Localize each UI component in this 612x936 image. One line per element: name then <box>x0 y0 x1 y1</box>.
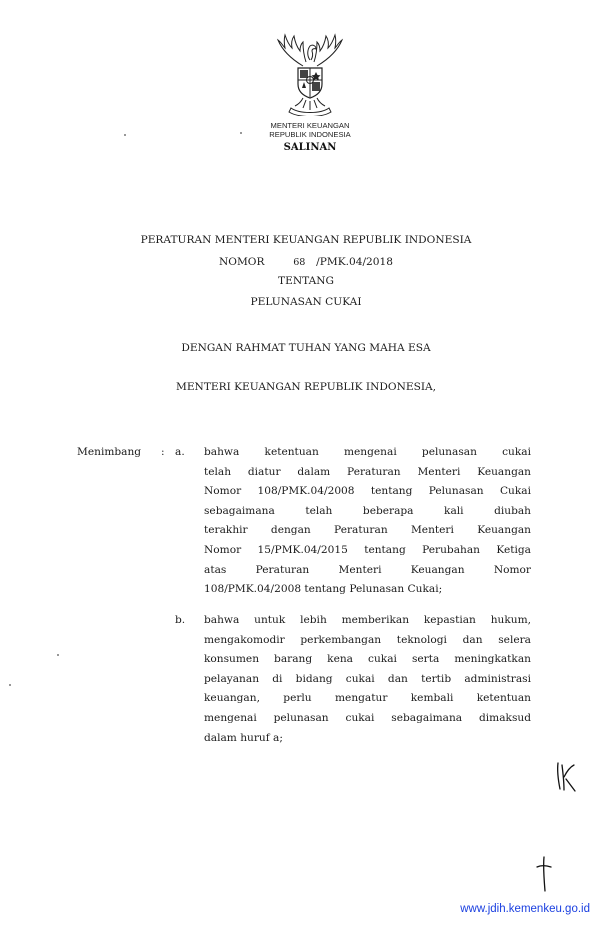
item-a-line: terakhir dengan Peraturan Menteri Keuangan <box>204 524 531 537</box>
item-a-line: telah diatur dalam Peraturan Menteri Keuangan <box>204 465 531 478</box>
paraf-mark-icon <box>533 853 555 893</box>
item-b-line: dalam huruf a; <box>204 731 283 744</box>
minister-header: MENTERI KEUANGAN <box>270 121 350 130</box>
nomor-suffix: /PMK.04/2018 <box>316 256 394 268</box>
item-a-line: sebagaimana telah beberapa kali diubah <box>204 504 531 517</box>
item-b-line: keuangan, perlu mengatur kembali ketentuan <box>204 692 531 705</box>
item-b-line: mengakomodir perkembangan teknologi dan selera <box>204 633 531 646</box>
item-a-line: atas Peraturan Menteri Keuangan Nomor <box>204 563 531 576</box>
republic-header: REPUBLIK INDONESIA <box>269 130 351 139</box>
item-a-text <box>204 443 531 600</box>
preamble-rahmat: DENGAN RAHMAT TUHAN YANG MAHA ESA <box>181 342 431 354</box>
item-b-line: mengenai pelunasan cukai sebagaimana dimaksud <box>204 711 531 724</box>
item-b-line: bahwa untuk lebih memberikan kepastian hukum, <box>204 614 531 626</box>
menimbang-label: Menimbang <box>77 446 142 458</box>
scan-speck <box>124 134 126 136</box>
item-b-marker: b. <box>175 614 186 626</box>
menimbang-colon: : <box>161 446 165 458</box>
jdih-url-link[interactable]: www.jdih.kemenkeu.go.id <box>460 903 590 915</box>
item-b-text <box>204 611 531 748</box>
regulation-title: PERATURAN MENTERI KEUANGAN REPUBLIK INDONESIA <box>140 234 472 246</box>
item-a-line: Nomor 15/PMK.04/2015 tentang Perubahan Ketiga <box>204 543 531 556</box>
nomor-label: NOMOR <box>218 256 265 268</box>
scan-speck <box>57 654 59 656</box>
garuda-emblem-icon <box>273 30 347 116</box>
preamble-minister: MENTERI KEUANGAN REPUBLIK INDONESIA, <box>175 381 437 393</box>
paraf-initial-icon <box>554 757 578 797</box>
nomor-number: 68 <box>293 257 306 268</box>
copy-stamp: SALINAN <box>283 142 337 153</box>
item-b-line: pelayanan di bidang cukai dan tertib administrasi <box>204 672 531 685</box>
tentang-label: TENTANG <box>278 275 334 287</box>
item-b-line: konsumen barang kena cukai serta meningkatkan <box>204 653 531 666</box>
item-a-line: Nomor 108/PMK.04/2008 tentang Pelunasan Cukai <box>204 485 531 498</box>
scan-speck <box>9 684 11 686</box>
regulation-subject: PELUNASAN CUKAI <box>250 296 362 308</box>
regulation-number <box>0 256 612 269</box>
item-a-marker: a. <box>175 446 185 458</box>
item-a-line: bahwa ketentuan mengenai pelunasan cukai <box>204 446 531 458</box>
item-a-line: 108/PMK.04/2008 tentang Pelunasan Cukai; <box>204 583 443 596</box>
